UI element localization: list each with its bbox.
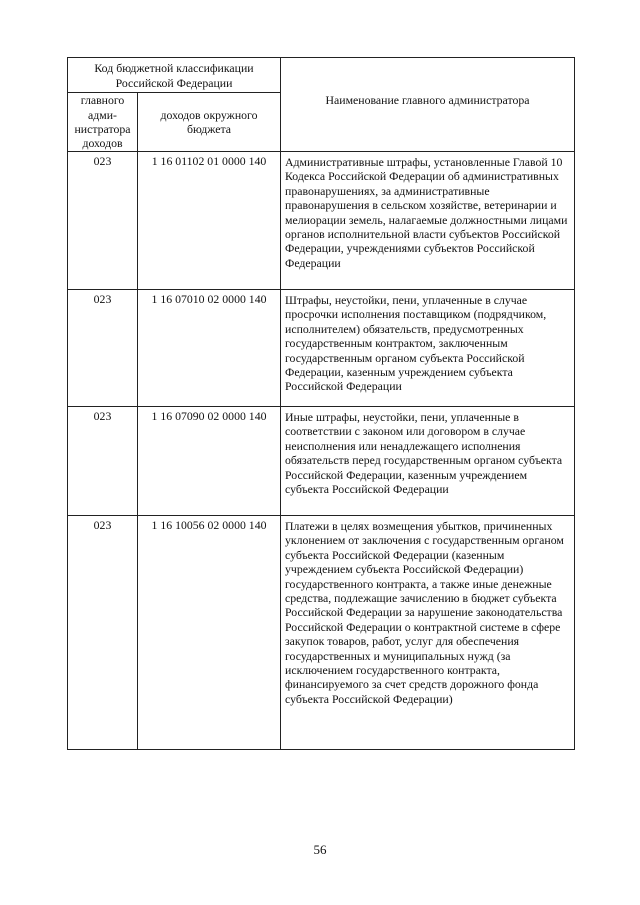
table-row xyxy=(68,407,575,516)
admin-code-cell: 023 xyxy=(68,290,138,407)
table-row xyxy=(68,290,575,407)
table-header-row xyxy=(68,58,575,93)
header-district-budget-income: доходов окружного бюджета xyxy=(138,93,281,152)
header-administrator-name: Наименование главного администратора xyxy=(281,58,575,152)
administrator-name-cell: Штрафы, неустойки, пени, уплаченные в случае просрочки исполнения поставщиком (подрядчиком, исполнителем) обязательств, предусмотренных государственным контрактом, заключенным государственным органом субъекта Российской Федерации, казенным учреждением субъекта Российской Федерации xyxy=(281,290,575,407)
budget-code-cell: 1 16 01102 01 0000 140 xyxy=(138,152,281,290)
admin-code-cell: 023 xyxy=(68,407,138,516)
header-kbk-group: Код бюджетной классификации Российской Федерации xyxy=(68,58,281,93)
budget-classification-table xyxy=(67,57,575,750)
budget-code-cell: 1 16 10056 02 0000 140 xyxy=(138,516,281,750)
header-main-administrator: главного адми-нистратора доходов xyxy=(68,93,138,152)
table-row xyxy=(68,516,575,750)
page-number: 56 xyxy=(313,842,327,857)
admin-code-cell: 023 xyxy=(68,516,138,750)
table-row xyxy=(68,152,575,290)
administrator-name-cell: Административные штрафы, установленные Главой 10 Кодекса Российской Федерации об административных правонарушениях, за административные правонарушения в сельском хозяйстве, ветеринарии и мелиорации земель, налагаемые должностными лицами органов исполнительной власти субъектов Российской Федерации, учреждениями субъектов Российской Федерации xyxy=(281,152,575,290)
admin-code-cell: 023 xyxy=(68,152,138,290)
administrator-name-cell: Платежи в целях возмещения убытков, причиненных уклонением от заключения с государственным органом субъекта Российской Федерации (казенным учреждением субъекта Российской Федерации) государственного контракта, а также иные денежные средства, подлежащие зачислению в бюджет субъекта Российской Федерации за нарушение законодательства Российской Федерации о контрактной системе в сфере закупок товаров, работ, услуг для обеспечения государственных и муниципальных нужд (за исключением государственного контракта, финансируемого за счет средств дорожного фонда субъекта Российской Федерации) xyxy=(281,516,575,750)
administrator-name-cell: Иные штрафы, неустойки, пени, уплаченные в соответствии с законом или договором в случае неисполнения или ненадлежащего исполнения обязательств перед государственным органом субъекта Российской Федерации, казенным учреждением субъекта Российской Федерации xyxy=(281,407,575,516)
budget-code-cell: 1 16 07090 02 0000 140 xyxy=(138,407,281,516)
budget-code-cell: 1 16 07010 02 0000 140 xyxy=(138,290,281,407)
